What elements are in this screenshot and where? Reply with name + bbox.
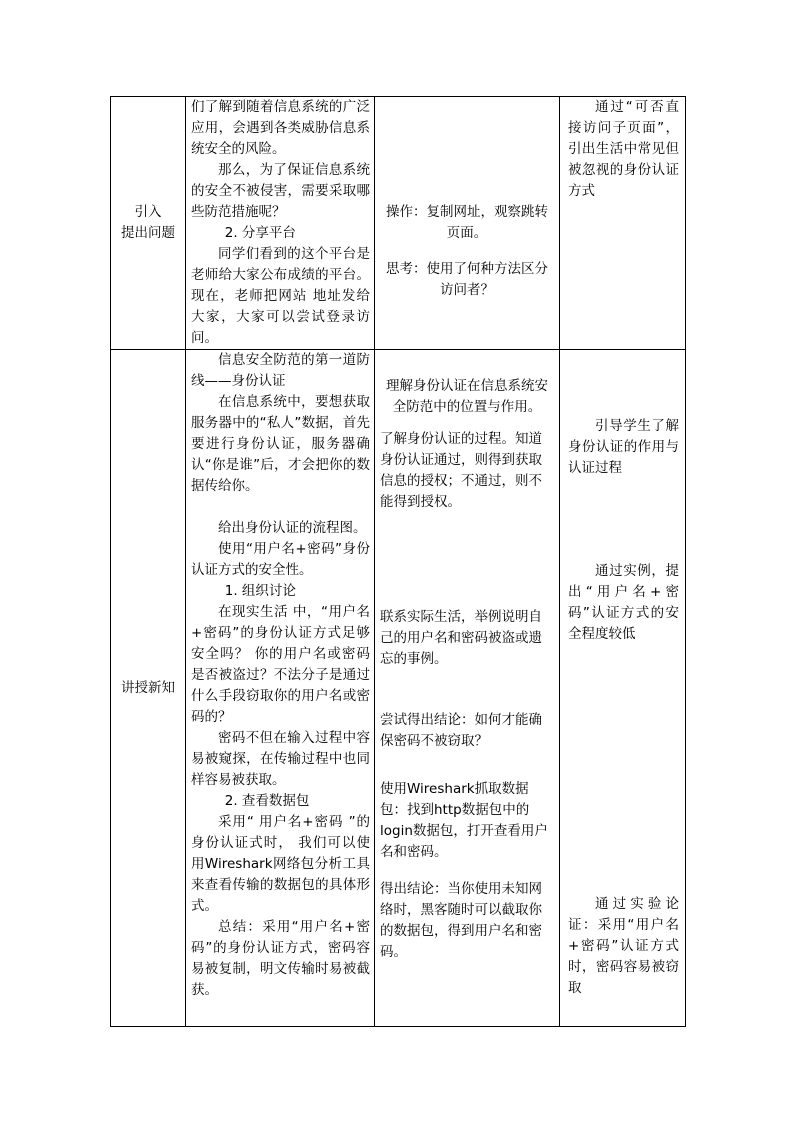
design-text: 通过实例，提出“用户名+密码”认证方式的安全程度较低 [568,563,679,642]
student-text: 理解身份认证在信息系统安全防范中的位置与作用。 [386,378,548,415]
teacher-text: 采用“ 用户名+密码 ”的身份认证式时， 我们可以使用Wireshark网络包分析工具来查看传输的数据包的具体形式。 [191,814,370,914]
student-activity-cell [375,350,560,1027]
teacher-text: 在信息系统中，要想获取服务器中的“私人”数据，首先要进行身份认证，服务器确认“你是谁”后，才会把你的数据传给你。 [191,394,370,494]
teacher-text: 在现实生活 中，“用户名+密码”的身份认证方式足够安全吗？ 你的用户名或密码是否被盗过？不法分子是通过什么手段窃取你的用户名或密码的？ [191,604,370,725]
teacher-text: 总结：采用“用户名+密码”的身份认证方式，密码容易被复制，明文传输时易被截获。 [191,919,370,998]
table-row [111,350,686,1027]
section-heading: 2. 查看数据包 [224,793,310,809]
table-row [111,97,686,350]
teacher-activity-cell [186,350,375,1027]
student-activity-cell [375,97,560,350]
student-text: 得出结论：当你使用未知网络时，黑客随时可以截取你的数据包，得到用户名和密码。 [380,881,542,960]
lesson-plan-table [110,96,686,1027]
teacher-text: 同学们看到的这个平台是老师给大家公布成绩的平台。现在，老师把网站 地址发给大家，大家可以尝试登录访问。 [191,246,370,346]
stage-cell [111,350,186,1027]
teacher-text: 信息安全防范的第一道防线——身份认证 [191,352,370,389]
design-intent-cell [560,350,686,1027]
section-heading: 2. 分享平台 [224,225,296,241]
design-text: 通过“可否直接访问子页面”，引出生活中常见但被忽视的身份认证方式 [568,99,679,199]
teacher-text: 密码不但在输入过程中容易被窥探，在传输过程中也同样容易被获取。 [191,730,370,788]
teacher-activity-cell [186,97,375,350]
stage-label: 讲授新知 [121,679,175,696]
design-text: 引导学生了解身份认证的作用与认证过程 [568,418,679,476]
teacher-text: 使用“用户名+密码”身份认证方式的安全性。 [191,541,370,578]
student-text: 操作：复制网址，观察跳转页面。 [386,204,548,241]
teacher-text: 给出身份认证的流程图。 [218,520,367,536]
section-heading: 1. 组织讨论 [224,583,296,599]
student-text: 使用Wireshark抓取数据包：找到http数据包中的login数据包，打开查看用户名和密码。 [380,781,548,860]
stage-label: 提出问题 [121,225,175,241]
design-text: 通过实验论证：采用“用户名+密码”认证方式时，密码容易被窃取 [568,896,679,996]
student-text: 思考：使用了何种方法区分访问者？ [386,261,548,298]
student-text: 了解身份认证的过程。知道身份认证通过，则得到获取信息的授权；不通过，则不能得到授权。 [380,431,542,510]
design-intent-cell [560,97,686,350]
stage-label: 引入 [134,204,162,220]
stage-cell [111,97,186,350]
teacher-text: 那么，为了保证信息系统的安全不被侵害，需要采取哪些防范措施呢？ [191,162,370,220]
student-text: 联系实际生活，举例说明自己的用户名和密码被盗或遗忘的事例。 [380,609,542,667]
teacher-text: 们了解到随着信息系统的广泛应用，会遇到各类威胁信息系统安全的风险。 [191,99,370,157]
student-text: 尝试得出结论：如何才能确保密码不被窃取？ [380,712,542,749]
